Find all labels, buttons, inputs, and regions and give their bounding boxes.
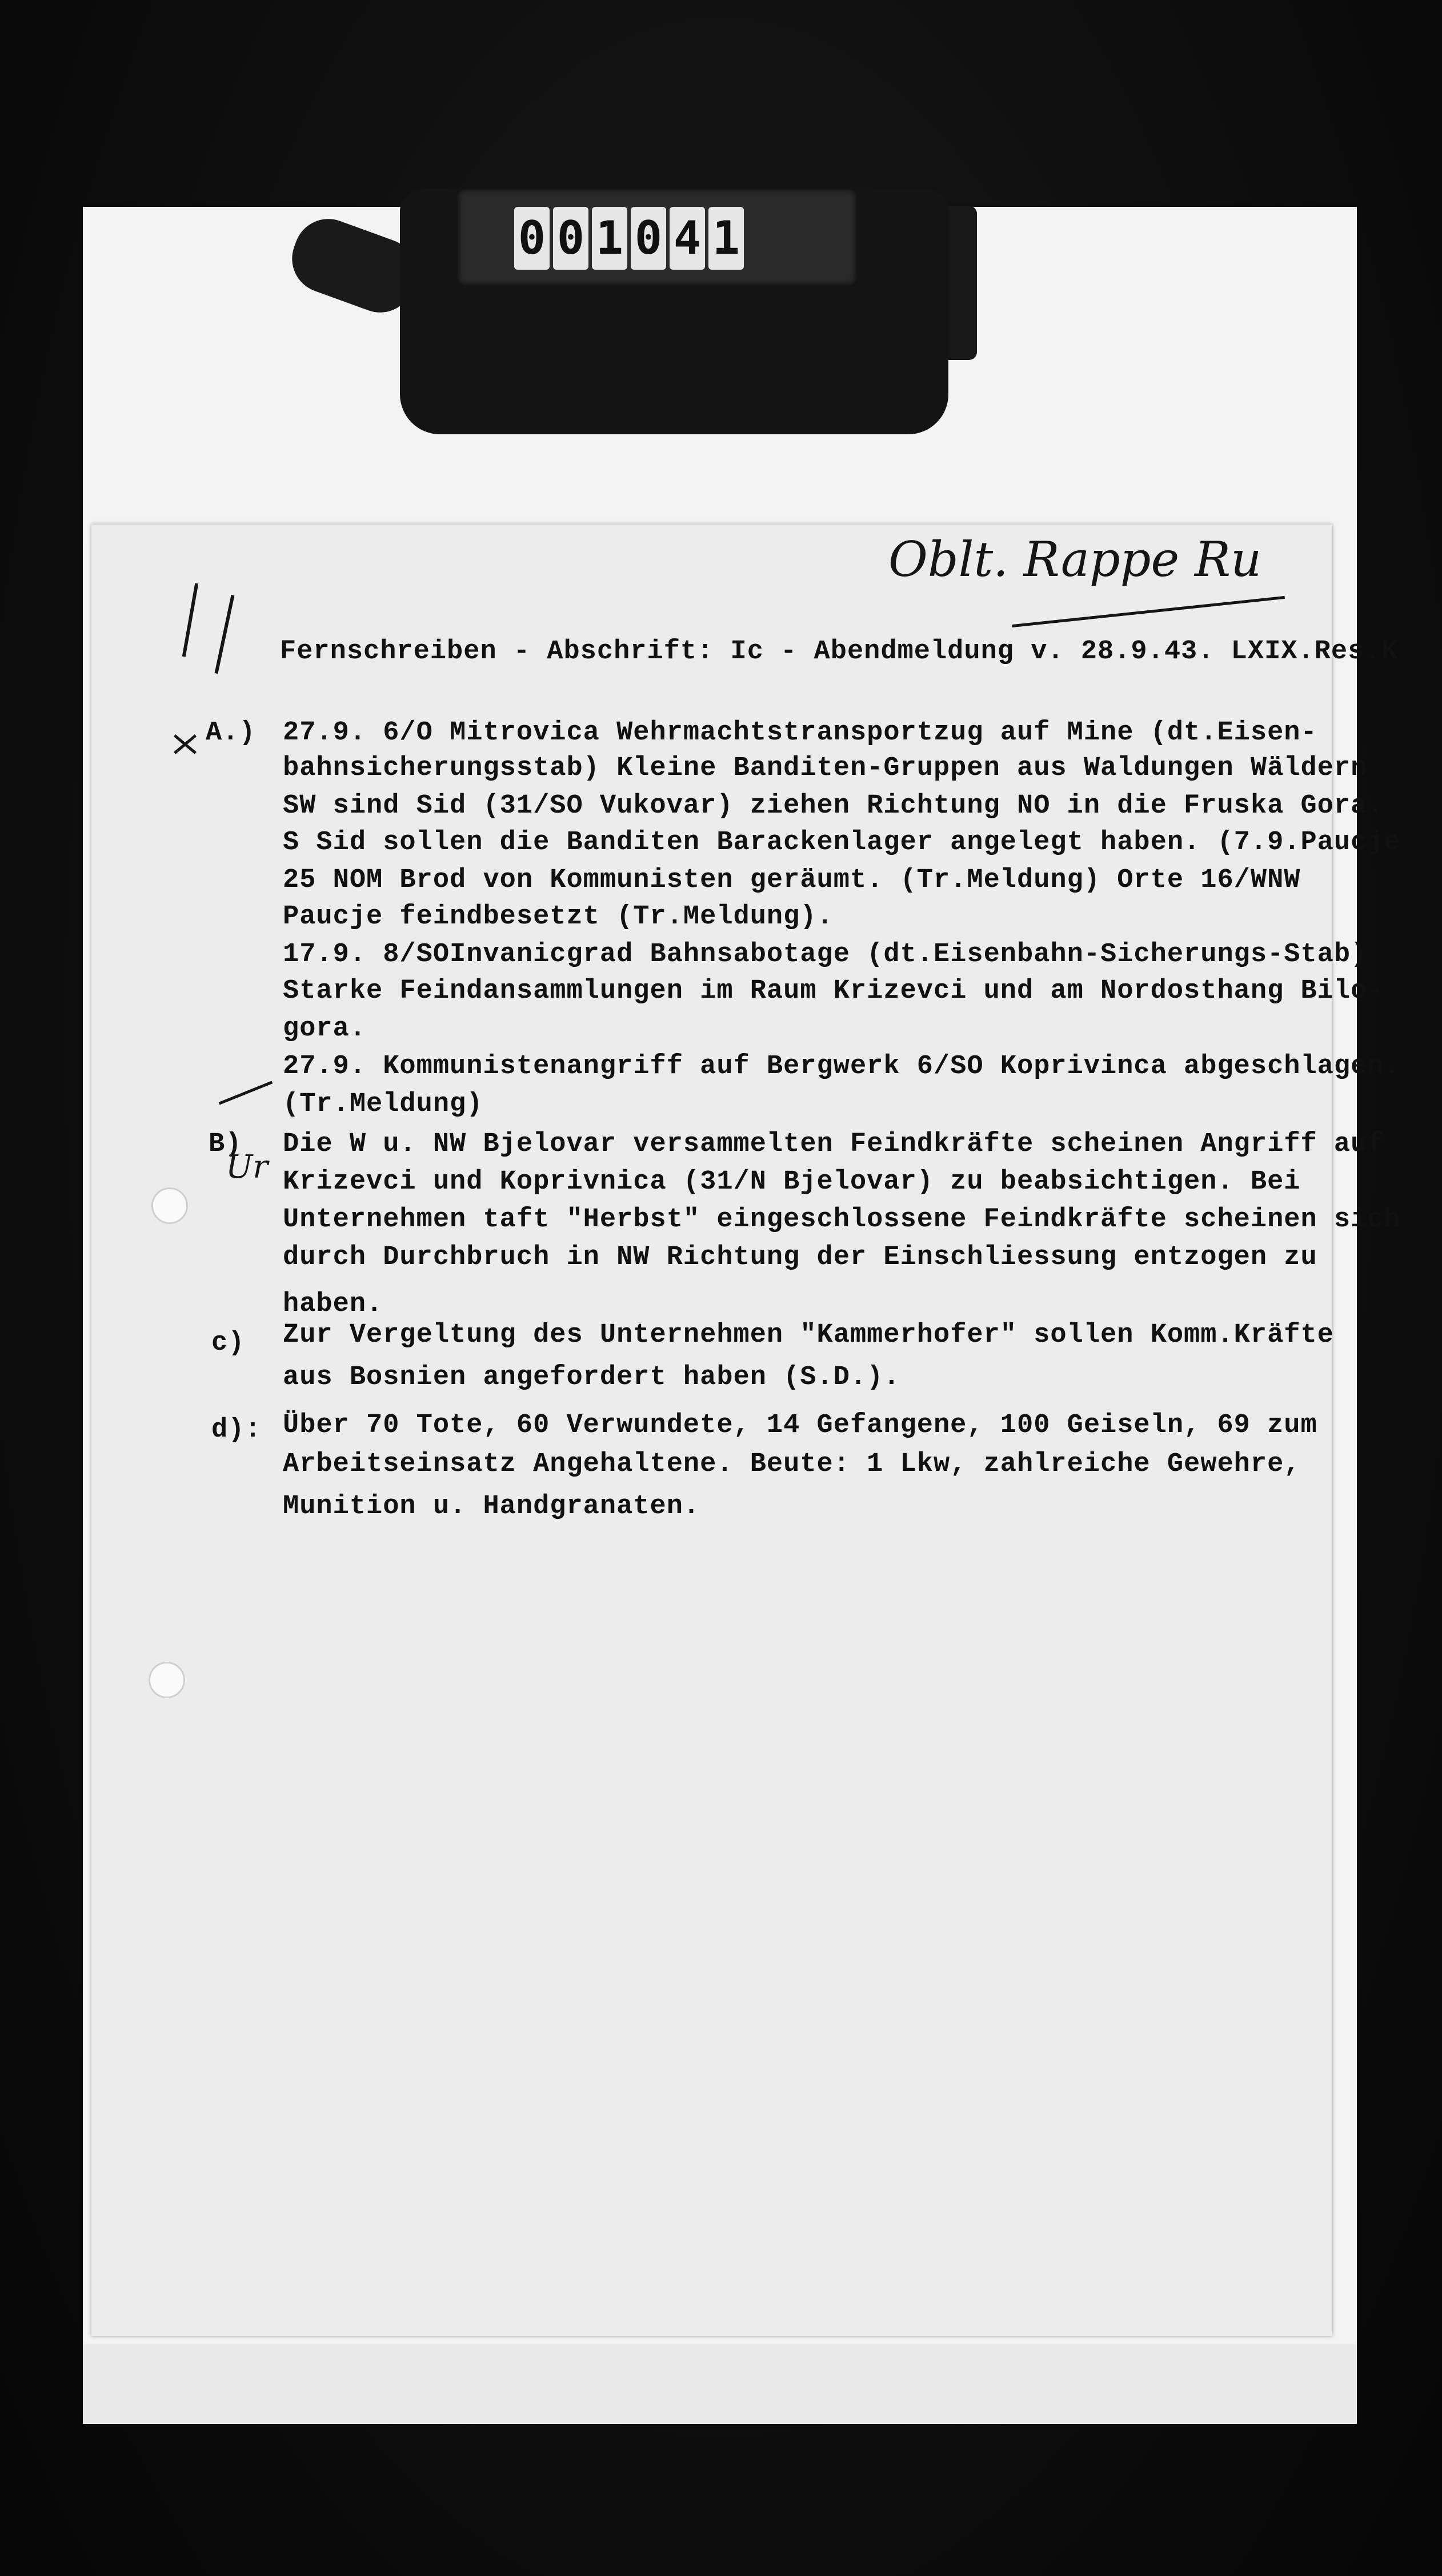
document-header: Fernschreiben - Abschrift: Ic - Abendmeldung v. 28.9.43. LXIX.Res.K <box>280 637 1398 667</box>
text-line: S Sid sollen die Banditen Barackenlager angelegt haben. (7.9.Paucje <box>283 827 1401 858</box>
counter-digit: 0 <box>553 207 588 270</box>
text-line: gora. <box>283 1014 367 1044</box>
text-line: Krizevci und Koprivnica (31/N Bjelovar) zu beabsichtigen. Bei <box>283 1167 1301 1197</box>
text-line: aus Bosnien angefordert haben (S.D.). <box>283 1362 900 1393</box>
text-line: haben. <box>283 1289 383 1319</box>
text-line: 27.9. 6/O Mitrovica Wehrmachtstransportzug auf Mine (dt.Eisen- <box>283 718 1317 748</box>
counter-digit: 0 <box>514 207 550 270</box>
text-line: 25 NOM Brod von Kommunisten geräumt. (Tr.Meldung) Orte 16/WNW <box>283 865 1301 895</box>
punch-hole <box>151 1187 188 1224</box>
section-label: c) <box>211 1328 245 1358</box>
text-line: Arbeitseinsatz Angehaltene. Beute: 1 Lkw, zahlreiche Gewehre, <box>283 1449 1301 1479</box>
text-line: Munition u. Handgranaten. <box>283 1491 700 1522</box>
text-line: SW sind Sid (31/SO Vukovar) ziehen Richtung NO in die Fruska Gora. <box>283 791 1384 821</box>
handwritten-margin-note: Ur <box>226 1149 268 1186</box>
counter-digit: 0 <box>631 207 666 270</box>
text-line: durch Durchbruch in NW Richtung der Einschliessung entzogen zu <box>283 1242 1317 1273</box>
text-line: Die W u. NW Bjelovar versammelten Feindkräfte scheinen Angriff auf <box>283 1129 1384 1159</box>
text-line: Paucje feindbesetzt (Tr.Meldung). <box>283 902 834 932</box>
text-line: (Tr.Meldung) <box>283 1089 483 1119</box>
handwritten-signature: Oblt. Rappe Ru <box>888 531 1262 587</box>
frame-counter-digits <box>514 207 744 270</box>
text-line: bahnsicherungsstab) Kleine Banditen-Gruppen aus Waldungen Wäldern <box>283 753 1368 783</box>
text-line: 17.9. 8/SOInvanicgrad Bahnsabotage (dt.Eisenbahn-Sicherungs-Stab) <box>283 939 1368 970</box>
text-line: Über 70 Tote, 60 Verwundete, 14 Gefangene, 100 Geiseln, 69 zum <box>283 1410 1317 1441</box>
backing-card-strip <box>83 2344 1357 2424</box>
section-label: B) <box>209 1129 242 1159</box>
section-label: A.) <box>206 718 256 748</box>
counter-digit: 1 <box>708 207 744 270</box>
counter-digit: 4 <box>670 207 705 270</box>
text-line: Starke Feindansammlungen im Raum Krizevci und am Nordosthang Bilo- <box>283 976 1384 1006</box>
section-label: d): <box>211 1415 262 1445</box>
punch-hole <box>149 1662 185 1698</box>
text-line: Zur Vergeltung des Unternehmen "Kammerhofer" sollen Komm.Kräfte <box>283 1320 1334 1350</box>
counter-digit: 1 <box>592 207 627 270</box>
text-line: 27.9. Kommunistenangriff auf Bergwerk 6/SO Koprivinca abgeschlagen. <box>283 1051 1401 1082</box>
text-line: Unternehmen taft "Herbst" eingeschlossene Feindkräfte scheinen sich <box>283 1205 1401 1235</box>
